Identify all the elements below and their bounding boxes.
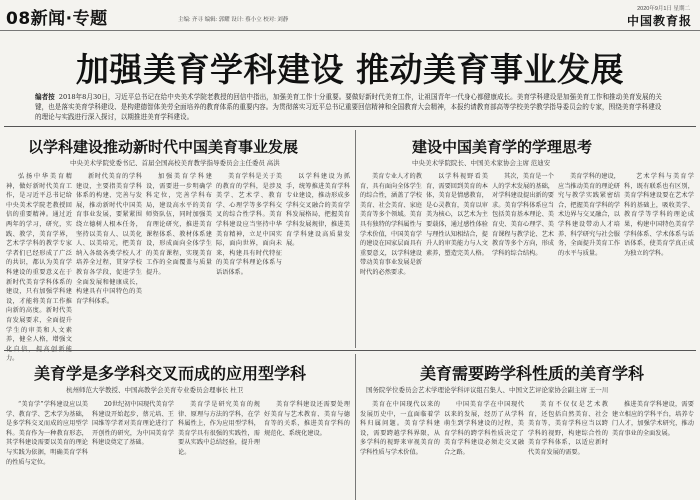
section-label: 08新闻·专题: [6, 9, 108, 29]
article-1-title: 以学科建设推动新时代中国美育事业发展: [28, 138, 299, 156]
article-3-column: 美育学是研究美育的规律、原理与方法的学科，在学科属性上，作为应用型学科，美育学具有很强的实践性，需要从实践中总结经验，提升理论。: [178, 401, 260, 456]
article-2-column: 其次，美育是一个人的学术发展的基础，对学科建设提出新的要求。美育学科体系应当包括美育基本理论、美育史、美育心理学、美育课程与教学论、艺术教育等多个方向，形成学科的综合结构。: [492, 173, 554, 257]
article-4-title: 美育需要跨学科性质的美育学科: [420, 364, 645, 383]
article-3-column: 20世纪初中国现代美育学科建设开始起步，蔡元培、王国维等学者对美育理论进行了开创性的研究，为中国美育学科建设奠定了基础。: [92, 401, 174, 447]
article-3-column: “美育学”学科建设应以美学、教育学、艺术学为基础，是多学科交叉而成的应用型学科。美育作为一种教育形态，其学科建设需要以美育的理论与实践为依据，明确美育学科的性质与定位。: [6, 401, 88, 466]
divider: [4, 126, 696, 127]
column-rule: [355, 354, 356, 500]
column-rule: [355, 130, 356, 348]
page-headline: 加强美育学科建设 推动美育事业发展: [76, 50, 624, 89]
article-1-column: 弘扬中华美育精神，做好新时代美育工作，是习近平总书记给中央美术学院老教授回信的重要精神。通过近两年的学习，研究，实践、教学，美育学界，艺术学学科的教学专家学者们已经形成了广泛的共识，都认为美育学科建设的重要意义在于新时代美育学科体系的建设，只有加强学科建设，才能将美育工作推向新的高度。新时代美育发展要求，全面提升学生的审美和人文素养，健全人格，增强文 力。: [6, 173, 72, 363]
article-2-column: 以学科视野看美育，需要回到美育的本体，美育是情感教育，是心灵教育，美育以审美为核心，以艺术为主要载体，通过感性体验与理性认知相结合，提升人的审美能力与人文素养，塑造完美人格。: [426, 173, 488, 257]
article-3-title: 美育学是多学科交叉而成的应用型学科: [34, 364, 307, 383]
article-1-column: 加强美育学科建设，需要进一步明确学科定位，完善学科布局，建设高水平的美育师资队伍，同时加强美育理论研究，推进美育课程体系、教材体系建设，形成面向全体学生的美育课程，实现美育工作的全面覆盖与质量提升。: [146, 173, 212, 276]
editor-note: [35, 92, 667, 122]
editor-credits: 主编: 齐寻 编辑: 郭耀 设计: 蔡小立 校对: 刘静: [178, 17, 289, 23]
editor-note-text: 2018年8月30日，习近平总书记在给中央美术学院老教授的回信中指出，加强美育工作十分重要。要做好新时代美育工作，让祖国青年一代身心都健康成长。美育学科建设是加强美育工作和推动美育发展的关键，也是落实美育学科建设、是构建德智体美劳全面培养的教育体系的重要内容。为贯彻落实习近平总书记重要回信精神和全国教育大会精神，本报约请教育部高等学校美学教学指导委员会的专家，围绕美育学科建设的理论与实践进行深入探讨，以期推进美育学科建设。: [35, 93, 662, 121]
masthead: [0, 0, 700, 31]
article-1-byline: 中央美术学院党委书记、首届全国高校美育教学指导委员会主任委员 高洪: [70, 160, 280, 167]
article-2-column: 美育专业人才的教育，具有面向全体学生的综合性，涵盖了学校美育、社会美育、家庭美育等多个领域。美育具有独特的学科属性与学术价值，中国美育学的建设在国家层面具有重要意义，以学科建设带动美育事业发展是新时代的必然要求。: [360, 173, 422, 276]
article-4-column: 推进美育学科建设，需要建立相应的学科平台，培养专门人才，加强学术研究，推动美育事业的全面发展。: [612, 401, 694, 437]
article-2-byline: 中央美术学院院长、中国美术家协会主席 范迪安: [412, 160, 551, 167]
issue-date: 2020年9月1日 星期二: [637, 6, 690, 12]
article-2-column: 美育学科的建设，应当推动美育的理论研究与教学实践紧密结合，把握美育学科的学术边界与交叉融合，以学科建设带动人才培养、科学研究与社会服务，全面提升美育工作的水平与质量。: [558, 173, 620, 257]
article-1-column: 美育学科是关于美的教育的学科，是涉及美学、艺术学、教育学、心理学等多学科交叉的综合性学科。美育学科建设应当坚持中华美育精神，立足中国实际，面向世界，面向未来，构建具有时代特征的美育学科理论体系与话语体系。: [216, 173, 282, 276]
article-4-column: 美育在中国现代以来的发展历史中，一直面临着学科归属问题。美育学科建设，需要跨越学科界限，从多学科的视野来审视美育的学科性质与学术价值。: [360, 401, 440, 456]
article-2-title: 建设中国美育学的学理思考: [412, 138, 593, 156]
article-1-column: 新时代美育的学科建设，主要指美育学科体系的构建、完善与发展，推动新时代中国美育事业发展，要紧紧围绕立德树人根本任务，坚持以美育人、以美化人、以美培元，把美育纳入各级各类学校人才培养全过程，贯穿学校教育各学段，促进学生全面发展和健康成长，构建具有中国特色的美育学科体系。: [76, 173, 142, 305]
paper-logo: 中国教育报: [626, 14, 692, 28]
divider: [4, 350, 696, 351]
article-2-column: 艺术学科与美育学科，既有联系也有区别，美育学科建设要在艺术学科的基础上，吸收美学、教育学等学科的理论成果，构建中国特色美育学学科体系、学术体系与话语体系，使美育学真正成为独立的学科。: [624, 173, 694, 257]
article-4-column: 中国美育学在中国现代以来的发展，经历了从学科萌生到学科建设的过程，美育学科的跨学科性质决定了美育学科建设必须走交叉融合之路。: [444, 401, 524, 456]
article-4-column: 美育不仅仅是艺术教育，还包括自然美育、社会美育等，美育学科应当以跨学科的视野，构建综合性的美育学科体系，以适应新时代美育发展的需要。: [528, 401, 608, 456]
article-1-column: 以学科建设为抓手，统筹推进美育学科专业建设，推动形成多学科交叉融合的美育学科发展格局，把握美育学科发展规律，推进美育学科建设高质量发展。: [286, 173, 350, 248]
article-4-byline: 国务院学位委员会艺术学理论学科评议组召集人、中国文艺评论家协会副主席 王一川: [366, 387, 609, 394]
article-3-column: 美育学科建设还需要处理好美育与艺术教育、美育与德育等的关系，推进美育学科的规范化、系统化建设。: [264, 401, 350, 437]
article-3-byline: 杭州师范大学教授、中国高教学会美育专业委员会理事长 杜卫: [66, 387, 244, 394]
editor-note-tag: 编者按: [35, 93, 55, 101]
